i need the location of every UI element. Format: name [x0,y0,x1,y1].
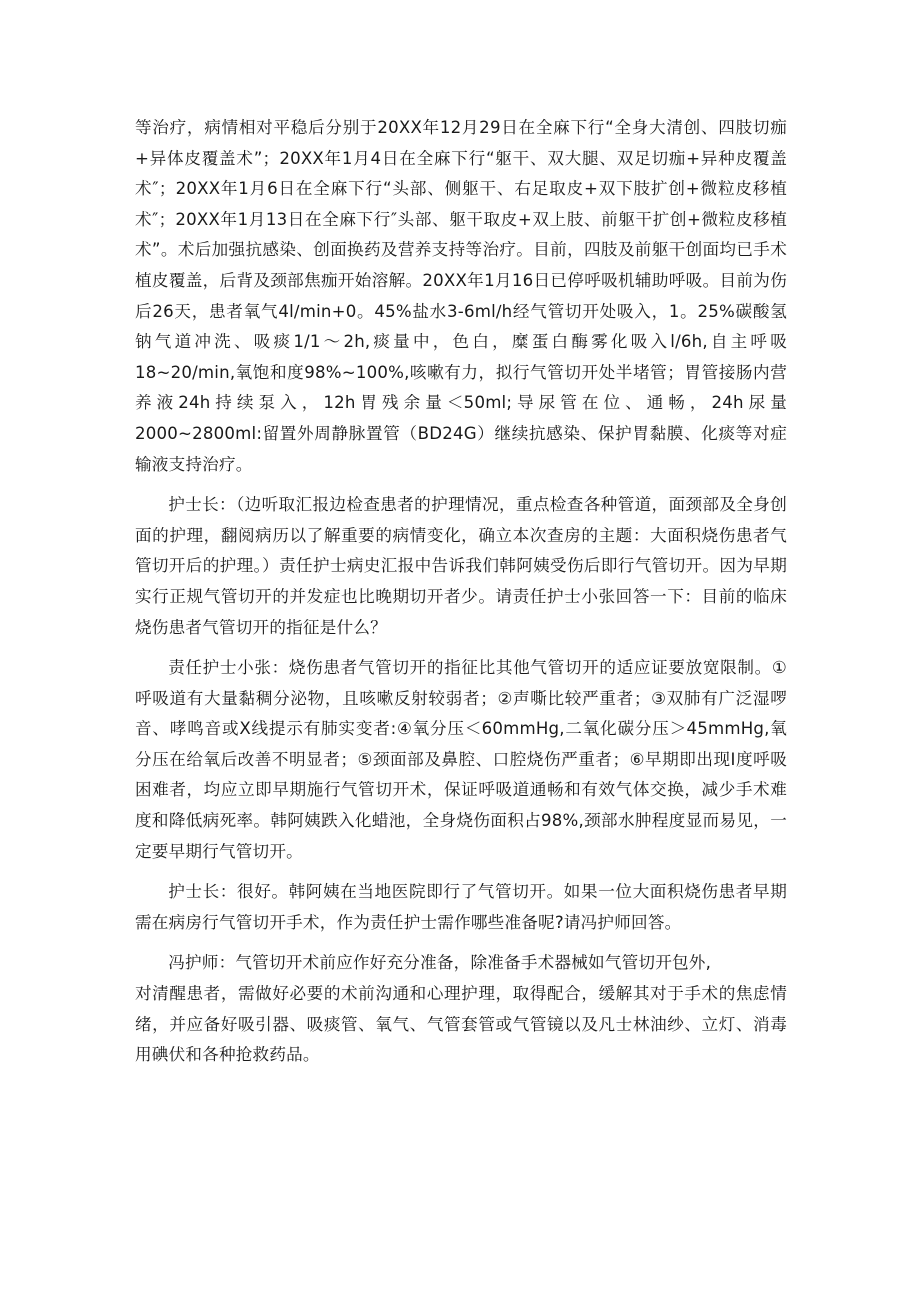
paragraph-treatment-history: 等治疗，病情相对平稳后分别于20XX年12月29日在全麻下行“全身大清创、四肢切痂+异体皮覆盖术”；20XX年1月4日在全麻下行“躯干、双大腿、双足切痂+异种皮覆盖术″；20XX年1月6日在全麻下行“头部、侧躯干、右足取皮+双下肢扩创+微粒皮移植术″；20XX年1月13日在全麻下行″头部、躯干取皮+双上肢、前躯干扩创+微粒皮移植术”。术后加强抗感染、创面换药及营养支持等治疗。目前，四肢及前躯干创面均已手术植皮覆盖，后背及颈部焦痂开始溶解。20XX年1月16日已停呼吸机辅助呼吸。目前为伤后26天，患者氧气4l∕min+0。45%盐水3-6ml∕h经气管切开处吸入，1。25%碳酸氢钠气道冲洗、吸痰1/1～2h,痰量中，色白，糜蛋白酶雾化吸入l/6h,自主呼吸18~20/min,氧饱和度98%~100%,咳嗽有力，拟行气管切开处半堵管；胃管接肠内营养液24h持续泵入，12h胃残余量＜50ml;导尿管在位、通畅，24h尿量2000~2800ml:留置外周静脉置管（BD24G）继续抗感染、保护胃黏膜、化痰等对症输液支持治疗。 [135,118,787,474]
paragraph-nurse-feng-answer-start: 冯护师：气管切开术前应作好充分准备，除准备手术器械如气管切开包外, [168,953,712,973]
paragraph-head-nurse-question-1: 护士长：（边听取汇报边检查患者的护理情况，重点检查各种管道，面颈部及全身创面的护理，翻阅病历以了解重要的病情变化，确立本次查房的主题：大面积烧伤患者气管切开后的护理。）责任护士病史汇报中告诉我们韩阿姨受伤后即行气管切开。因为早期实行正规气管切开的并发症也比晚期切开者少。请责任护士小张回答一下：目前的临床烧伤患者气管切开的指征是什么？ [135,495,787,637]
document-body [135,113,787,1081]
paragraph-nurse-feng-answer-continued: 对清醒患者，需做好必要的术前沟通和心理护理，取得配合，缓解其对于手术的焦虑情绪，并应备好吸引器、吸痰管、氧气、气管套管或气管镜以及凡士林油纱、立灯、消毒用碘伏和各种抢救药品。 [135,984,787,1065]
paragraph-nurse-zhang-answer: 责任护士小张：烧伤患者气管切开的指征比其他气管切开的适应证要放宽限制。①呼吸道有大量黏稠分泌物，且咳嗽反射较弱者；②声嘶比较严重者；③双肺有广泛湿啰音、哮鸣音或X线提示有肺实变者:④氧分压＜60mmHg,二氧化碳分压＞45mmHg,氧分压在给氧后改善不明显者；⑤颈面部及鼻腔、口腔烧伤严重者；⑥早期即出现I度呼吸困难者，均应立即早期施行气管切开术，保证呼吸道通畅和有效气体交换，减少手术难度和降低病死率。韩阿姨跌入化蜡池，全身烧伤面积占98%,颈部水肿程度显而易见，一定要早期行气管切开。 [135,658,787,861]
paragraph-head-nurse-question-2: 护士长：很好。韩阿姨在当地医院即行了气管切开。如果一位大面积烧伤患者早期需在病房行气管切开手术，作为责任护士需作哪些准备呢?请冯护师回答。 [135,882,787,932]
